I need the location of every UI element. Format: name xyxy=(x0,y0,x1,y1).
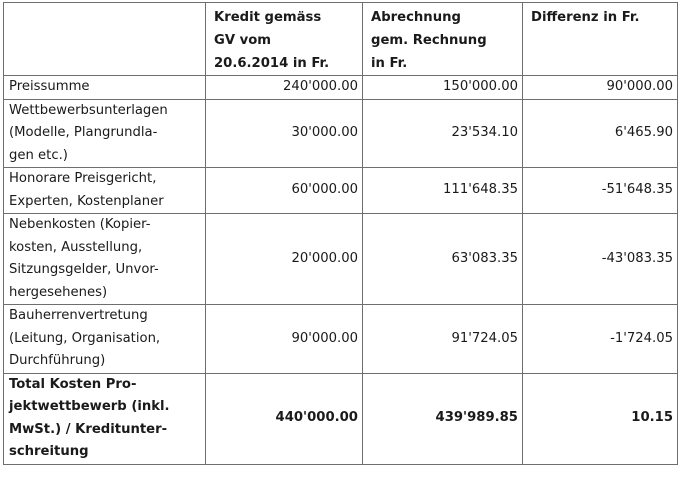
total-label: Total Kosten Pro- jektwettbewerb (inkl. MwSt.) / Kreditunter- schreitung xyxy=(4,373,206,464)
table-row xyxy=(4,214,678,305)
kredit-value: 240'000.00 xyxy=(206,76,363,100)
header-kredit: Kredit gemäss GV vom 20.6.2014 in Fr. xyxy=(206,3,363,76)
row-label: Wettbewerbsunterlagen (Modelle, Plangrundla- gen etc.) xyxy=(4,99,206,168)
header-empty xyxy=(4,3,206,76)
differenz-value: -51'648.35 xyxy=(523,168,678,214)
total-differenz-value: 10.15 xyxy=(523,373,678,464)
header-row xyxy=(4,3,678,76)
row-label: Honorare Preisgericht, Experten, Kostenplaner xyxy=(4,168,206,214)
kredit-value: 60'000.00 xyxy=(206,168,363,214)
differenz-value: -43'083.35 xyxy=(523,214,678,305)
total-abrechnung-value: 439'989.85 xyxy=(363,373,523,464)
differenz-value: -1'724.05 xyxy=(523,305,678,374)
differenz-value: 90'000.00 xyxy=(523,76,678,100)
table-row xyxy=(4,168,678,214)
abrechnung-value: 111'648.35 xyxy=(363,168,523,214)
kredit-value: 20'000.00 xyxy=(206,214,363,305)
differenz-value: 6'465.90 xyxy=(523,99,678,168)
abrechnung-value: 63'083.35 xyxy=(363,214,523,305)
table-row xyxy=(4,305,678,374)
header-differenz: Differenz in Fr. xyxy=(523,3,678,76)
table-row xyxy=(4,76,678,100)
total-kredit-value: 440'000.00 xyxy=(206,373,363,464)
kredit-value: 30'000.00 xyxy=(206,99,363,168)
cost-table xyxy=(3,2,678,465)
abrechnung-value: 23'534.10 xyxy=(363,99,523,168)
row-label: Preissumme xyxy=(4,76,206,100)
abrechnung-value: 91'724.05 xyxy=(363,305,523,374)
row-label: Bauherrenvertretung (Leitung, Organisation, Durchführung) xyxy=(4,305,206,374)
kredit-value: 90'000.00 xyxy=(206,305,363,374)
header-abrechnung: Abrechnung gem. Rechnung in Fr. xyxy=(363,3,523,76)
row-label: Nebenkosten (Kopier- kosten, Ausstellung, Sitzungsgelder, Unvor- hergesehenes) xyxy=(4,214,206,305)
total-row xyxy=(4,373,678,464)
abrechnung-value: 150'000.00 xyxy=(363,76,523,100)
table-row xyxy=(4,99,678,168)
